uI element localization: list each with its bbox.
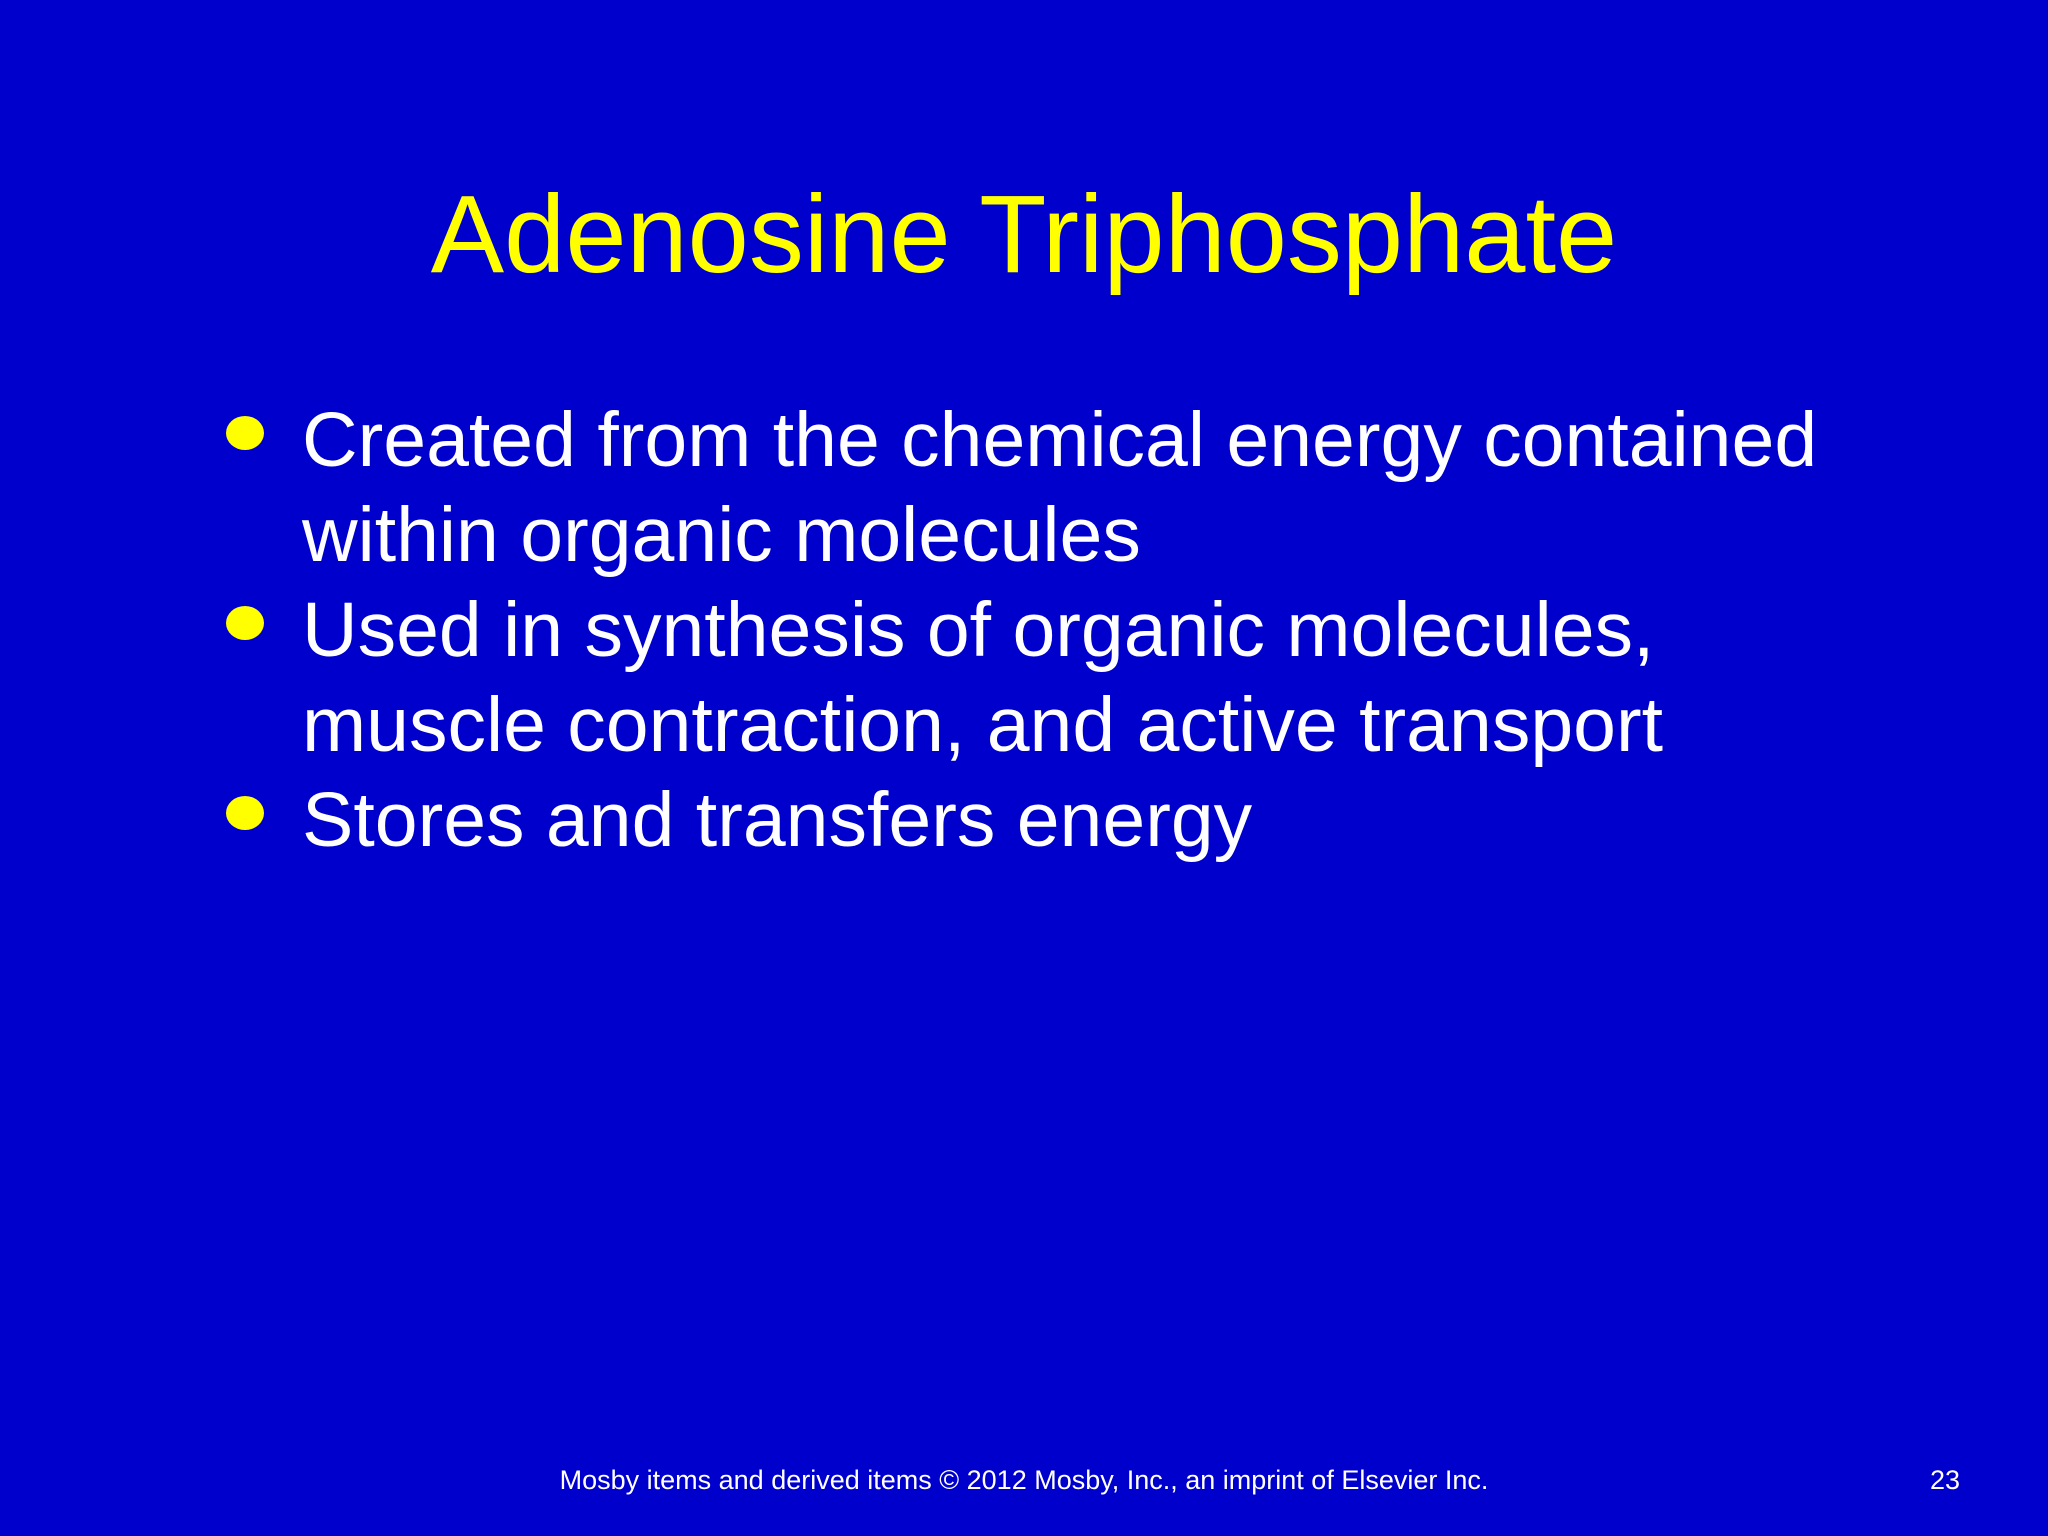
bullet-dot-icon — [226, 796, 264, 830]
bullet-item — [220, 583, 1840, 773]
page-number: 23 — [1929, 1465, 1960, 1495]
bullet-text: Created from the chemical energy contained within organic molecules — [302, 397, 1818, 578]
bullet-list — [220, 393, 1840, 868]
bullet-item — [220, 773, 1840, 868]
bullet-text: Used in synthesis of organic molecules, muscle contraction, and active transport — [302, 587, 1663, 768]
slide-title: Adenosine Triphosphate — [430, 173, 1618, 296]
bullet-dot-icon — [226, 416, 264, 450]
bullet-item — [220, 393, 1840, 583]
copyright-footer: Mosby items and derived items © 2012 Mosby, Inc., an imprint of Elsevier Inc. — [559, 1465, 1489, 1495]
bullet-dot-icon — [226, 606, 264, 640]
bullet-text: Stores and transfers energy — [302, 777, 1253, 863]
